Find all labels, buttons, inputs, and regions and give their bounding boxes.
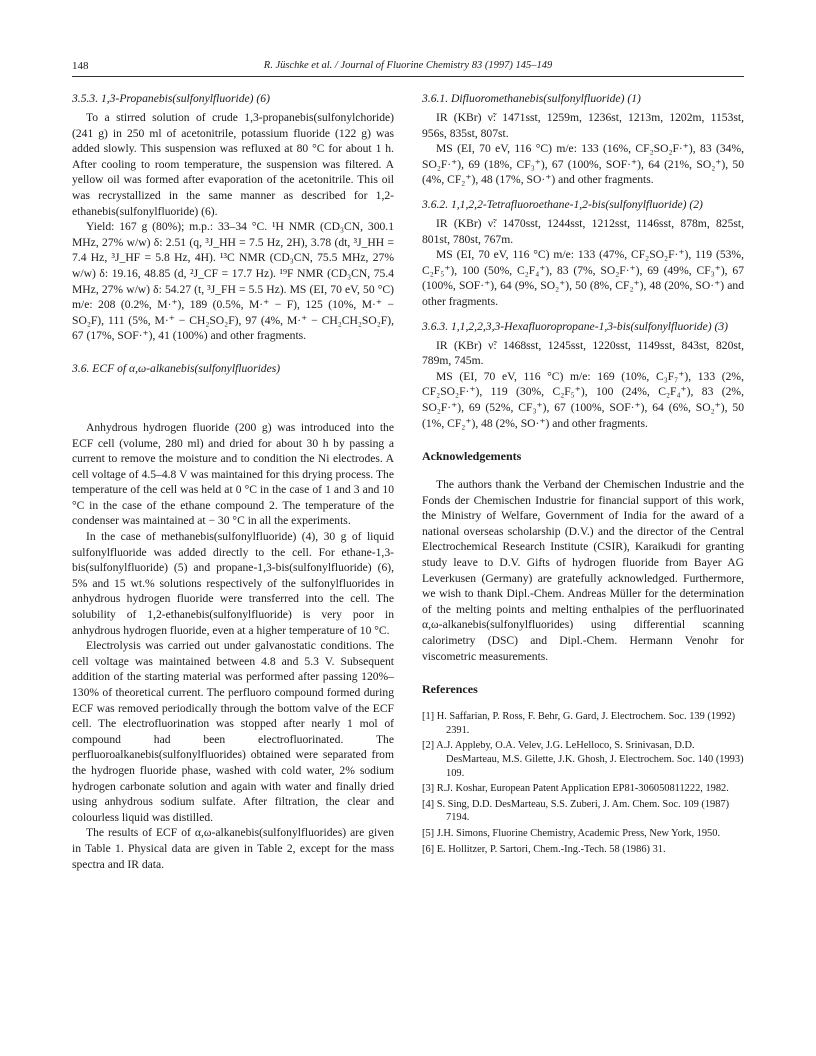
- reference-item: [3] R.J. Koshar, European Patent Application EP81-306050811222, 1982.: [422, 783, 729, 795]
- acknowledgements-heading: Acknowledgements: [422, 449, 522, 464]
- acknowledgements-text: The authors thank the Verband der Chemischen Industrie and the Fonds der Chemischen Industrie for financial support of this work, the Ministry of Welfare, Government of India for the award of a national overseas scholarship (D.V.) and the director of the Central Electrochemical Research Institute (CSIR), Karaikudi for granting study leave to D.V. Gifts of hydrogen fluoride from Bayer AG Leverkusen (Germany) are gratefully acknowledged. Furthermore, we wish to thank Dipl.-Chem. Andreas Müller for the determination of the melting points and melting enthalpies of the perfluorinated α,ω-alkanebis(sulfonylfluorides) using differential scanning calorimetry (DSC) and Dipl.-Chem. Hermann Venohr for viscometric measurements.: [422, 478, 744, 663]
- reference-item: [2] A.J. Appleby, O.A. Velev, J.G. LeHelloco, S. Srinivasan, D.D. DesMarteau, M.S. Gilette, J.K. Ghosh, J. Electrochem. Soc. 140 (1993) 109.: [422, 740, 744, 779]
- paragraph: MS (EI, 70 eV, 116 °C) m/e: 133 (16%, CF₂SO₂F·⁺), 83 (34%, SO₂F·⁺), 69 (18%, CF₃⁺), 67 (100%, SOF·⁺), 64 (21%, SO₂⁺), 50 (4%, CF₂⁺), 48 (17%, SO·⁺) and other fragments.: [422, 142, 744, 187]
- reference-item: [1] H. Saffarian, P. Ross, F. Behr, G. Gard, J. Electrochem. Soc. 139 (1992) 2391.: [422, 711, 736, 736]
- page-number: 148: [72, 60, 89, 72]
- paragraph: IR (KBr) ν̃: 1468sst, 1245sst, 1220sst, 1149sst, 843st, 820st, 789m, 745m.: [422, 338, 744, 368]
- reference-item: [5] J.H. Simons, Fluorine Chemistry, Academic Press, New York, 1950.: [422, 827, 721, 839]
- references-heading: References: [422, 682, 478, 697]
- paragraph: MS (EI, 70 eV, 116 °C) m/e: 133 (47%, CF₂SO₂F·⁺), 119 (53%, C₂F₅⁺), 100 (50%, C₂F₄⁺), 83 (7%, SO₂F·⁺), 69 (49%, CF₃⁺), 67 (100%, SOF·⁺), 64 (9%, SO₂⁺), 50 (8%, CF₂⁺), 48 (20%, SO·⁺) and other fragments.: [422, 248, 744, 308]
- section-heading-3-6-1: 3.6.1. Difluoromethanebis(sulfonylfluoride) (1): [422, 92, 641, 105]
- left-column: [72, 92, 394, 872]
- paragraph: Electrolysis was carried out under galvanostatic conditions. The cell voltage was maintained between 4.8 and 5.3 V. Subsequent addition of the starting material was performed after passing 120%–130% of theoretical current. The perfluoro compound formed during ECF was removed periodically through the bottom valve of the ECF cell. The electrofluorination was stopped after nearly 1 mol of compound had been electrofluorinated. The perfluoroalkanebis(sulfonylfluorides) obtained were separated from the hydrogen fluoride phase, washed with cold water, 2% sodium hydrogen carbonate solution and again with water and finally dried using anhydrous sodium sulfate. After filtration, the clear and colourless liquid was distilled.: [72, 639, 394, 824]
- paragraph: In the case of methanebis(sulfonylfluoride) (4), 30 g of liquid sulfonylfluoride was added directly to the cell. For ethane-1,3-bis(sulfonylfluoride) (5) and propane-1,3-bis(sulfonylfluoride) (6), 5% and 15 wt.% solutions respectively of the sulfonylfluorides in anhydrous hydrogen fluoride were transferred into the cell. The solubility of 1,2-ethanebis(sulfonylfluoride) is very poor in anhydrous hydrogen fluoride, even at a higher temperature of 10 °C.: [72, 530, 394, 637]
- header-rule: [72, 76, 744, 77]
- paragraph: IR (KBr) ν̃: 1470sst, 1244sst, 1212sst, 1146sst, 878m, 825st, 801st, 780st, 767m.: [422, 216, 744, 246]
- reference-item: [4] S. Sing, D.D. DesMarteau, S.S. Zuberi, J. Am. Chem. Soc. 109 (1987) 7194.: [422, 798, 730, 824]
- section-heading-3-5-3: 3.5.3. 1,3-Propanebis(sulfonylfluoride) (6): [72, 92, 270, 105]
- reference-list: [422, 710, 744, 856]
- section-heading-3-6-3: 3.6.3. 1,1,2,2,3,3-Hexafluoropropane-1,3-bis(sulfonylfluoride) (3): [422, 319, 729, 333]
- paragraph: MS (EI, 70 eV, 116 °C) m/e: 169 (10%, C₃F₇⁺), 133 (2%, CF₂SO₂F·⁺), 119 (30%, C₂F₅⁺), 100 (24%, C₂F₄⁺), 83 (2%, SO₂F·⁺), 69 (52%, CF₃⁺), 67 (100%, SOF·⁺), 64 (6%, SO₂⁺), 50 (1%, CF₂⁺), 48 (2%, SO·⁺) and other fragments.: [422, 369, 744, 430]
- right-column: [422, 92, 744, 858]
- paragraph: The results of ECF of α,ω-alkanebis(sulfonylfluorides) are given in Table 1. Physical data are given in Table 2, except for the mass spectra and IR data.: [72, 826, 394, 871]
- paragraph: Yield: 167 g (80%); m.p.: 33–34 °C. ¹H NMR (CD₃CN, 300.1 MHz, 27% w/w) δ: 2.51 (q, ³J_HH = 7.5 Hz, 2H), 3.78 (dt, ³J_HH = 7.4 Hz, ³J_HF = 5.8 Hz, 4H). ¹³C NMR (CD₃CN, 75.5 MHz, 27% w/w) δ: 19.16, 48.85 (d, ²J_CF = 17.7 Hz). ¹⁹F NMR (CD₃CN, 75.4 MHz, 27% w/w) δ: 54.27 (t, ³J_FH = 5.5 Hz). MS (EI, 70 eV, 50 °C) m/e: 208 (0.2%, M·⁺), 189 (0.5%, M·⁺ − F), 125 (10%, M·⁺ − SO₂F), 111 (5%, M·⁺ − CH₂SO₂F), 97 (4%, M·⁺ − CH₂CH₂SO₂F), 67 (17%, SOF·⁺), 41 (100%) and other fragments.: [72, 220, 394, 343]
- paragraph: Anhydrous hydrogen fluoride (200 g) was introduced into the ECF cell (volume, 280 ml) and dried for about 30 h by passing a current to remove the moisture and to condition the Ni electrodes. A cell voltage of 4.5–4.8 V was maintained for this drying process. The temperature of the cell was held at 0 °C in the case of 1 and 3 and 10 °C in the case of the ethane compound 2. The temperature of the condenser was maintained at − 30 °C in all the experiments.: [72, 420, 394, 528]
- section-heading-3-6-2: 3.6.2. 1,1,2,2-Tetrafluoroethane-1,2-bis(sulfonylfluoride) (2): [422, 197, 703, 211]
- paragraph: IR (KBr) ν̃: 1471sst, 1259m, 1236st, 1213m, 1202m, 1153st, 956s, 835st, 807st.: [422, 111, 744, 140]
- paragraph: To a stirred solution of crude 1,3-propanebis(sulfonylchoride) (241 g) in 250 ml of acetonitrile, potassium fluoride (122 g) was added slowly. This suspension was refluxed at 80 °C for about 1 h. After cooling to room temperature, the suspension was filtered. A yellow oil was formed after evaporation of the acetonitrile. This oil was recrystallized in the same manner as described for 1,2-ethanebis(sulfonylfluoride) (6).: [72, 111, 394, 218]
- section-heading-3-6: 3.6. ECF of α,ω-alkanebis(sulfonylfluorides): [72, 361, 281, 375]
- running-head: R. Jüschke et al. / Journal of Fluorine Chemistry 83 (1997) 145–149: [263, 60, 553, 71]
- reference-item: [6] E. Hollitzer, P. Sartori, Chem.-Ing.-Tech. 58 (1986) 31.: [422, 843, 666, 855]
